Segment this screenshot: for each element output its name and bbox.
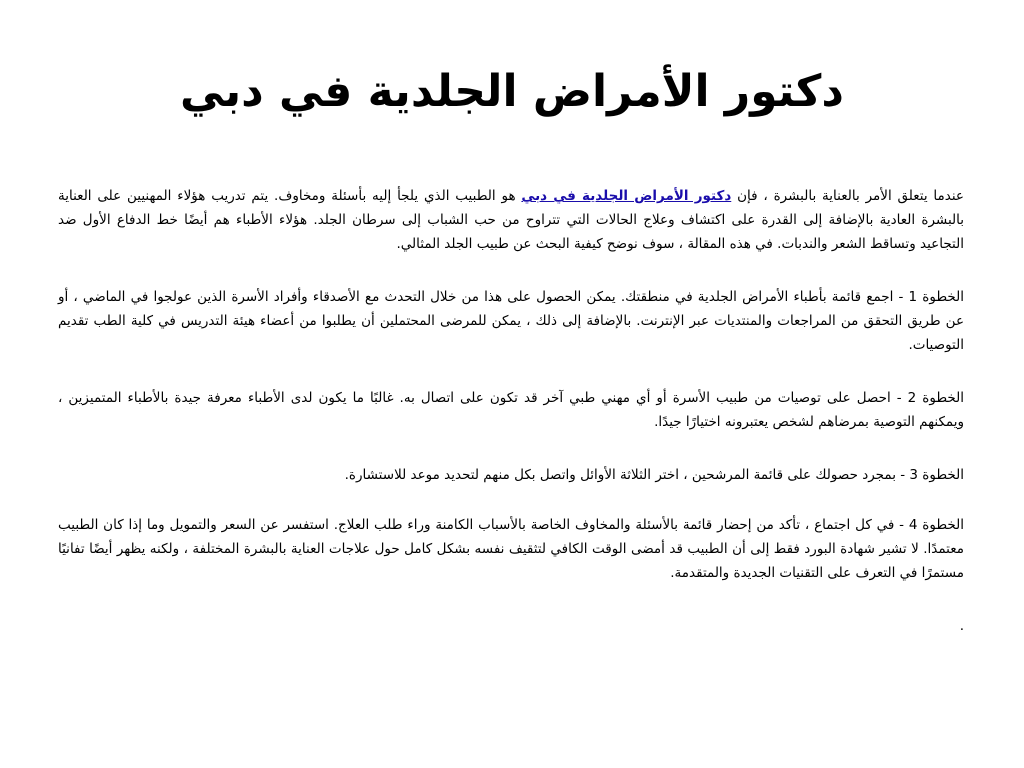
step-1-paragraph: الخطوة 1 - اجمع قائمة بأطباء الأمراض الجلدية في منطقتك. يمكن الحصول على هذا من خلال التحدث مع الأصدقاء وأفراد الأسرة الذين عولجوا في الماضي ، أو عن طريق التحقق من المراجعات والمنتديات عبر الإنترنت. بالإضافة إلى ذلك ، يمكن للمرضى المحتملين أن يطلبوا من أعضاء هيئة التدريس في كلية الطب تقديم التوصيات. [58,289,964,353]
step-3-paragraph: الخطوة 3 - بمجرد حصولك على قائمة المرشحين ، اختر الثلاثة الأوائل واتصل بكل منهم لتحديد موعد للاستشارة. [344,467,964,483]
dermatologist-dubai-link[interactable]: دكتور الأمراض الجلدية في دبي [521,188,732,204]
intro-text-before: عندما يتعلق الأمر بالعناية بالبشرة ، فإن [731,188,964,204]
intro-paragraph [58,184,964,256]
trailing-period: . [959,618,964,634]
step-2-paragraph: الخطوة 2 - احصل على توصيات من طبيب الأسرة أو أي مهني طبي آخر قد تكون على اتصال به. غالبًا ما يكون لدى الأطباء معرفة جيدة بالأطباء المتميزين ، ويمكنهم التوصية بمرضاهم لشخص يعتبرونه اختيارًا جيدًا. [58,390,965,430]
page-title: دكتور الأمراض الجلدية في دبي [180,66,844,117]
intro-text-after: هو الطبيب الذي يلجأ إليه بأسئلة ومخاوف. يتم تدريب هؤلاء المهنيين على العناية بالبشرة العادية بالإضافة إلى القدرة على اكتشاف وعلاج الحالات التي تتراوح من حب الشباب إلى سرطان الجلد. هؤلاء الأطباء هم أيضًا خط الدفاع الأول ضد التجاعيد وتساقط الشعر والندبات. في هذه المقالة ، سوف نوضح كيفية البحث عن طبيب الجلد المثالي. [58,188,964,252]
article-body [58,184,964,638]
step-4-paragraph: الخطوة 4 - في كل اجتماع ، تأكد من إحضار قائمة بالأسئلة والمخاوف الخاصة بالأسباب الكامنة وراء طلب العلاج. استفسر عن السعر والتمويل وما إذا كان الطبيب معتمدًا. لا تشير شهادة البورد فقط إلى أن الطبيب قد أمضى الوقت الكافي لتثقيف نفسه بشكل كامل حول علاجات العناية بالبشرة المختلفة ، ولكنه يظهر أيضًا تفانيًا مستمرًا في التعرف على التقنيات الجديدة والمتقدمة. [58,517,964,581]
